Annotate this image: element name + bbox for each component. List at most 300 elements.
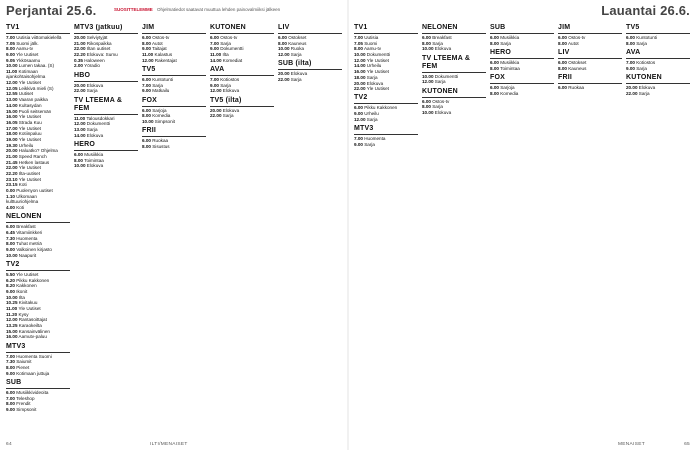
- right-page-header: [354, 2, 690, 22]
- program-title: Uutiset: [18, 91, 34, 97]
- program-title: Huomenta: [16, 235, 38, 241]
- program-listing: [142, 108, 206, 113]
- channel-heading: LIV: [278, 24, 342, 34]
- program-title: Suomi jälk.: [16, 40, 39, 46]
- program-time: 2.00: [74, 63, 83, 69]
- program-title: Toimintaa: [84, 157, 104, 163]
- program-time: 8.00: [6, 241, 15, 247]
- program-time: 9.00: [210, 46, 219, 52]
- channel-heading: TV LTEEMA & FEM: [74, 97, 138, 115]
- program-title: Komediat: [222, 57, 243, 63]
- program-listing: [6, 241, 70, 246]
- program-listing: [490, 66, 554, 71]
- program-time: 6.00: [626, 35, 635, 40]
- program-listing: [422, 41, 486, 46]
- program-listing: [6, 205, 70, 210]
- program-title: Breakfast: [432, 35, 452, 40]
- program-time: 6.00: [6, 224, 15, 230]
- program-time: 11.20: [6, 311, 18, 317]
- program-time: 7.00: [626, 59, 635, 65]
- program-title: Saiumit: [16, 359, 32, 365]
- program-title: Yle Uutiset: [18, 114, 41, 120]
- schedule-column: [6, 24, 70, 436]
- channel-heading: MTV3: [354, 125, 418, 135]
- program-listing: [6, 283, 70, 288]
- program-time: 13.00: [74, 127, 86, 133]
- program-listing: [6, 300, 70, 305]
- program-time: 0.35: [74, 57, 83, 63]
- program-title: Speed Ranch: [18, 154, 47, 160]
- program-listing: [6, 236, 70, 241]
- program-time: 16.00: [6, 114, 18, 120]
- program-time: 6.00: [490, 35, 499, 40]
- program-listing: [278, 35, 342, 40]
- channel-heading: TV5: [626, 24, 690, 34]
- program-listing: [6, 329, 70, 334]
- program-title: Autot: [567, 40, 579, 46]
- program-title: Elokuva: [86, 163, 104, 169]
- program-listing: [74, 163, 138, 168]
- program-listing: [6, 80, 70, 85]
- program-time: 20.00: [354, 80, 366, 86]
- program-title: Iltan uutiset: [86, 46, 111, 52]
- program-listing: [6, 137, 70, 142]
- program-listing: [422, 110, 486, 115]
- program-time: 8.00: [6, 365, 15, 371]
- program-title: Dokumentti: [220, 46, 244, 52]
- program-listing: [354, 46, 418, 51]
- program-listing: [6, 247, 70, 252]
- program-listing: [6, 126, 70, 131]
- program-listing: [354, 142, 418, 147]
- program-listing: [210, 35, 274, 40]
- channel-heading: JIM: [558, 24, 622, 34]
- schedule-column: [422, 24, 486, 436]
- program-listing: [490, 35, 554, 40]
- program-title: Sarja: [638, 90, 650, 96]
- program-listing: [6, 120, 70, 125]
- program-time: 8.00: [558, 65, 567, 71]
- program-listing: [6, 230, 70, 235]
- program-title: Elokuva: [86, 132, 104, 138]
- program-title: Suomi: [364, 40, 378, 46]
- program-title: Sarja: [500, 40, 511, 46]
- program-listing: [6, 295, 70, 300]
- program-title: Elokuva: [222, 107, 240, 113]
- program-time: 15.00: [6, 108, 18, 114]
- program-time: 22.20: [6, 171, 18, 177]
- program-listing: [210, 108, 274, 113]
- program-listing: [142, 35, 206, 40]
- program-listing: [6, 317, 70, 322]
- program-title: Uutisia: [364, 35, 379, 40]
- channel-heading: HERO: [74, 141, 138, 151]
- channel-heading: TV1: [354, 24, 418, 34]
- program-time: 20.00: [74, 35, 86, 40]
- channel-heading: SUB (ilta): [278, 60, 342, 70]
- program-title: Sarja: [152, 82, 163, 88]
- program-time: 8.00: [422, 104, 431, 110]
- program-title: Sarja: [636, 40, 647, 46]
- program-time: 6.00: [354, 105, 363, 111]
- program-listing: [6, 97, 70, 102]
- program-title: Yle Uutiset: [16, 271, 39, 277]
- program-listing: [74, 152, 138, 157]
- program-time: 7.00: [354, 136, 363, 142]
- program-time: 7.00: [210, 77, 219, 83]
- program-title: Ulkomaan kulttuuriohjelma: [6, 193, 39, 205]
- program-listing: [6, 407, 70, 412]
- program-time: 6.00: [142, 138, 151, 144]
- program-time: 8.00: [558, 40, 567, 46]
- program-listing: [210, 41, 274, 46]
- program-title: Pienet: [16, 365, 30, 371]
- program-title: Kauneus: [568, 65, 587, 71]
- program-title: Talousdokkari: [86, 115, 115, 121]
- program-title: Sarja: [364, 141, 375, 147]
- program-title: Sarja: [366, 74, 378, 80]
- program-title: Puolenyon uutiset: [16, 188, 53, 194]
- program-title: Sarja: [366, 116, 378, 122]
- program-listing: [626, 66, 690, 71]
- program-listing: [142, 41, 206, 46]
- page-title: Lauantai 26.6.: [601, 3, 690, 18]
- program-title: Pikku Kakkonen: [364, 105, 398, 111]
- program-time: 6.00: [422, 35, 431, 40]
- schedule-column: [354, 24, 418, 436]
- program-time: 22.00: [278, 77, 290, 83]
- program-time: 10.00: [6, 63, 18, 69]
- program-listing: [6, 401, 70, 406]
- program-time: 8.00: [142, 40, 151, 46]
- program-listing: [74, 116, 138, 121]
- program-listing: [354, 41, 418, 46]
- program-title: Elokuva: [434, 46, 452, 52]
- channel-heading: MTV3 (jatkuu): [74, 24, 138, 34]
- program-time: 12.05: [6, 85, 18, 91]
- channel-heading: KUTONEN: [422, 88, 486, 98]
- program-time: 11.00: [6, 306, 18, 311]
- program-listing: [142, 83, 206, 88]
- schedule-column: [558, 24, 622, 436]
- program-listing: [74, 41, 138, 46]
- program-listing: [422, 104, 486, 109]
- left-schedule-columns: [6, 24, 342, 436]
- program-listing: [142, 46, 206, 51]
- program-listing: [6, 63, 70, 68]
- program-time: 9.00: [6, 370, 15, 376]
- program-time: 8.00: [490, 40, 499, 46]
- channel-heading: KUTONEN: [626, 74, 690, 84]
- program-title: Ostokset: [288, 35, 307, 40]
- program-listing: [490, 91, 554, 96]
- header-note: Ohjelmatiedot saatavat muuttua lehden painovalmiiksi jälkeen: [157, 7, 281, 12]
- program-time: 12.00: [74, 121, 86, 127]
- program-time: 5.50: [6, 271, 15, 277]
- program-listing: [74, 158, 138, 163]
- program-time: 8.20: [6, 283, 15, 289]
- program-time: 10.00: [354, 52, 366, 58]
- program-listing: [558, 60, 622, 65]
- program-time: 6.00: [278, 35, 287, 40]
- program-listing: [6, 171, 70, 176]
- program-title: Komedia: [500, 90, 519, 96]
- program-listing: [626, 91, 690, 96]
- program-listing: [6, 323, 70, 328]
- program-title: Sarja: [86, 88, 98, 94]
- page-number: 65: [684, 442, 690, 447]
- program-listing: [142, 52, 206, 57]
- program-listing: [6, 365, 70, 370]
- schedule-column: [626, 24, 690, 436]
- program-time: 1.10: [6, 193, 15, 199]
- program-title: Yle Uutiset: [366, 69, 389, 75]
- program-title: Pikku Kakkonen: [16, 277, 50, 283]
- channel-heading: AVA: [210, 66, 274, 76]
- program-listing: [210, 113, 274, 118]
- program-title: Breakfast: [16, 224, 36, 230]
- program-time: 9.05: [6, 57, 15, 63]
- program-time: 22.00: [74, 88, 86, 94]
- channel-heading: SUB: [6, 379, 70, 389]
- program-title: Kivitakuu: [18, 300, 38, 306]
- program-listing: [354, 75, 418, 80]
- program-time: 8.00: [6, 46, 15, 52]
- program-listing: [6, 289, 70, 294]
- program-time: 14.00: [210, 57, 222, 63]
- program-title: Sisustus: [152, 144, 170, 150]
- program-listing: [354, 105, 418, 110]
- program-time: 6.00: [142, 35, 151, 40]
- program-time: 14.00: [74, 132, 86, 138]
- program-time: 9.00: [6, 288, 15, 294]
- left-page-header: [6, 2, 342, 22]
- program-time: 19.00: [6, 136, 18, 142]
- program-title: Yle Uutiset: [366, 86, 389, 92]
- program-listing: [6, 52, 70, 57]
- footer-title: MENAISET: [618, 442, 645, 447]
- program-time: 20.00: [210, 107, 222, 113]
- program-title: Leikkivä mieli (S): [18, 85, 54, 91]
- footer-title: ILTI/MENAISET: [150, 442, 188, 447]
- program-listing: [6, 396, 70, 401]
- program-title: Kakkonen: [16, 283, 37, 289]
- program-time: 8.00: [74, 157, 83, 163]
- program-title: Teleshop: [16, 395, 35, 401]
- program-time: 8.00: [142, 113, 151, 119]
- program-listing: [558, 66, 622, 71]
- program-title: Koti: [18, 182, 27, 188]
- program-listing: [490, 41, 554, 46]
- channel-heading: TV1: [6, 24, 70, 34]
- program-title: Urheilu: [18, 142, 34, 148]
- program-listing: [422, 74, 486, 79]
- program-title: Ruoka: [290, 46, 305, 52]
- program-time: 16.00: [6, 334, 18, 340]
- program-title: Sarja: [432, 104, 443, 110]
- program-title: Ruokaa: [152, 138, 169, 144]
- program-title: Yle Uutiset: [18, 80, 41, 86]
- schedule-column: [210, 24, 274, 436]
- program-time: 7.05: [6, 40, 15, 46]
- program-title: Yle Uutiset: [366, 57, 389, 63]
- program-time: 12.00: [354, 57, 366, 63]
- program-title: Tuhat metriä: [16, 241, 42, 247]
- program-listing: [210, 83, 274, 88]
- program-time: 12.00: [354, 116, 366, 122]
- program-listing: [210, 77, 274, 82]
- program-title: Ikonit: [16, 288, 28, 294]
- program-title: Yle Uutiset: [18, 165, 41, 171]
- program-title: Dokumentti: [434, 73, 459, 79]
- program-time: 7.00: [6, 395, 15, 401]
- program-title: Elokuva: [366, 80, 384, 86]
- program-listing: [422, 99, 486, 104]
- program-time: 6.00: [142, 77, 151, 83]
- program-title: Ostos-tv: [220, 35, 238, 40]
- program-listing: [490, 60, 554, 65]
- channel-heading: SUB: [490, 24, 554, 34]
- program-title: Huomenta: [364, 136, 386, 142]
- program-time: 10.00: [74, 163, 86, 169]
- program-title: Sarja: [434, 79, 446, 85]
- program-listing: [6, 91, 70, 96]
- program-title: Sarja: [432, 40, 443, 46]
- program-listing: [6, 334, 70, 339]
- program-title: Elokuva: [222, 88, 240, 94]
- program-listing: [210, 88, 274, 93]
- program-title: Kotiinpaluu: [18, 131, 42, 137]
- program-time: 20.00: [278, 71, 290, 77]
- program-time: 19.30: [6, 142, 18, 148]
- program-time: 11.00: [142, 52, 154, 58]
- program-time: 21.45: [6, 159, 18, 165]
- program-listing: [422, 46, 486, 51]
- program-listing: [74, 127, 138, 132]
- program-listing: [6, 165, 70, 170]
- program-time: 12.00: [6, 80, 18, 86]
- program-listing: [6, 371, 70, 376]
- program-listing: [6, 272, 70, 277]
- program-title: Toimintaa: [500, 65, 520, 71]
- program-title: Kuntotunti: [152, 77, 173, 83]
- program-listing: [210, 58, 274, 63]
- program-title: Urheilu: [364, 111, 379, 117]
- program-listing: [142, 58, 206, 63]
- program-listing: [558, 85, 622, 90]
- channel-heading: FOX: [490, 74, 554, 84]
- program-listing: [354, 35, 418, 40]
- program-time: 13.25: [6, 323, 18, 329]
- program-listing: [422, 35, 486, 40]
- program-time: 21.00: [74, 40, 86, 46]
- program-title: Ilta: [18, 294, 25, 300]
- program-listing: [142, 144, 206, 149]
- program-title: Musiikkia: [84, 152, 104, 158]
- program-time: 12.00: [422, 79, 434, 85]
- program-time: 10.00: [142, 119, 154, 125]
- program-time: 10.00: [422, 73, 434, 79]
- program-listing: [74, 133, 138, 138]
- program-listing: [278, 46, 342, 51]
- program-title: Sarjoja: [500, 84, 515, 90]
- program-title: Aamutv-paluu: [18, 334, 47, 340]
- program-title: Dokumentti: [366, 52, 391, 58]
- program-listing: [74, 121, 138, 126]
- program-time: 7.05: [354, 40, 363, 46]
- program-title: Simpsonit: [16, 407, 37, 413]
- program-time: 10.00: [422, 46, 434, 52]
- program-title: Hetken lastaus: [18, 159, 50, 165]
- program-title: Selviytyjät: [86, 35, 108, 40]
- program-title: Ilta-uutiset: [18, 171, 40, 177]
- channel-heading: FOX: [142, 97, 206, 107]
- program-time: 20.00: [74, 82, 86, 88]
- program-time: 22.00: [626, 90, 638, 96]
- program-listing: [558, 35, 622, 40]
- program-title: Frendit: [16, 401, 31, 407]
- program-listing: [74, 83, 138, 88]
- program-listing: [210, 52, 274, 57]
- program-listing: [6, 103, 70, 108]
- program-title: Ykkösaamu: [16, 57, 41, 63]
- program-title: Kauneus: [288, 40, 307, 46]
- program-listing: [6, 224, 70, 229]
- program-listing: [278, 71, 342, 76]
- program-time: 9.00: [354, 141, 363, 147]
- program-listing: [6, 131, 70, 136]
- program-time: 8.00: [6, 401, 15, 407]
- program-time: 20.00: [626, 84, 638, 90]
- program-time: 6.45: [6, 229, 15, 235]
- program-time: 6.00: [422, 98, 431, 104]
- program-listing: [74, 58, 138, 63]
- program-time: 7.00: [354, 35, 363, 40]
- program-listing: [6, 354, 70, 359]
- channel-heading: TV LTEEMA & FEM: [422, 55, 486, 73]
- program-listing: [6, 58, 70, 63]
- program-title: Sarja: [220, 40, 231, 46]
- program-title: Elokuva: [638, 84, 656, 90]
- channel-heading: KUTONEN: [210, 24, 274, 34]
- program-title: Kalastus: [154, 52, 173, 58]
- program-time: 6.00: [558, 84, 567, 90]
- program-time: 18.00: [6, 131, 18, 137]
- program-title: Simpsonit: [154, 119, 175, 125]
- program-title: Matkailu: [152, 88, 170, 94]
- program-listing: [142, 138, 206, 143]
- program-title: Vitamiinkkeri: [16, 229, 43, 235]
- program-listing: [626, 41, 690, 46]
- program-listing: [6, 86, 70, 91]
- program-listing: [6, 194, 70, 205]
- program-title: Elokuva: Sumu: [86, 52, 118, 58]
- program-listing: [142, 119, 206, 124]
- program-time: 12.00: [278, 52, 290, 58]
- program-time: 13.00: [6, 97, 18, 103]
- program-time: 6.00: [558, 35, 567, 40]
- schedule-column: [490, 24, 554, 436]
- program-title: Kotiostos: [220, 77, 240, 83]
- program-time: 20.00: [6, 148, 18, 154]
- program-title: Haluatko? Ohjelma: [18, 148, 58, 154]
- program-title: Yöradio: [84, 63, 100, 69]
- program-title: Sarja: [290, 77, 302, 83]
- program-listing: [142, 77, 206, 82]
- program-time: 9.00: [142, 46, 151, 52]
- program-title: Ostos-tv: [568, 35, 586, 40]
- program-listing: [422, 79, 486, 84]
